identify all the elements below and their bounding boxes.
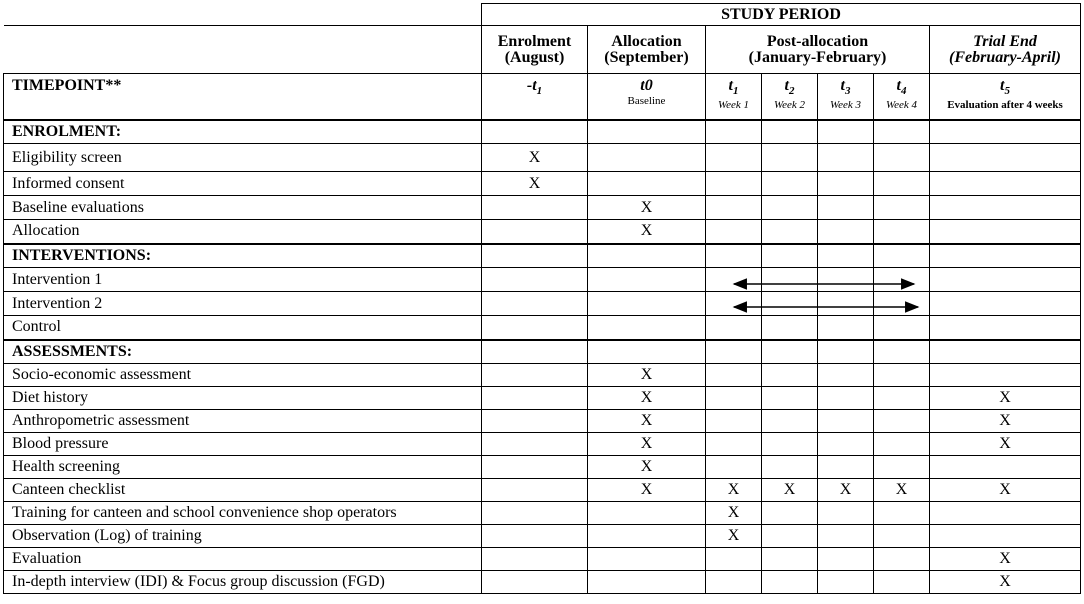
enrolment-phase-title: Enrolment [497, 32, 572, 50]
row-label-bp: Blood pressure [4, 433, 482, 456]
row-label-intervention2: Intervention 2 [4, 292, 482, 316]
row-label-control: Control [4, 316, 482, 340]
timepoint-t0-note: Baseline [627, 95, 666, 107]
row-label-socio: Socio-economic assessment [4, 364, 482, 387]
mark-baseline-eval-allocation: X [588, 196, 706, 220]
row-label-evaluation: Evaluation [4, 548, 482, 571]
timepoint-t0: t0 Baseline [588, 74, 706, 120]
trial-end-phase-month: (February-April) [949, 48, 1061, 66]
mark-anthro-t5: X [930, 410, 1081, 433]
row-label-health: Health screening [4, 456, 482, 479]
mark-canteen-allocation: X [588, 479, 706, 502]
mark-bp-t5: X [930, 433, 1081, 456]
mark-consent-enrolment: X [482, 172, 588, 196]
mark-canteen-t5: X [930, 479, 1081, 502]
timepoint-label: TIMEPOINT** [4, 74, 482, 120]
mark-evaluation-t5: X [930, 548, 1081, 571]
row-label-eligibility: Eligibility screen [4, 144, 482, 172]
mark-training-t1: X [706, 502, 762, 525]
timepoint-t3-note: Week 3 [829, 99, 862, 112]
mark-canteen-t3: X [818, 479, 874, 502]
mark-socio-allocation: X [588, 364, 706, 387]
row-label-canteen: Canteen checklist [4, 479, 482, 502]
allocation-phase-title: Allocation [611, 32, 682, 50]
row-label-diet: Diet history [4, 387, 482, 410]
timepoint-t3: $t_3$ Week 3 [818, 74, 874, 120]
row-label-training: Training for canteen and school convenience shop operators [4, 502, 482, 525]
timepoint-t5: $t_5$ Evaluation after 4 weeks [930, 74, 1081, 120]
enrolment-phase-month: (August) [504, 48, 565, 66]
row-label-idi: In-depth interview (IDI) & Focus group discussion (FGD) [4, 571, 482, 594]
section-enrolment: ENROLMENT: [4, 120, 482, 144]
timepoint-t4: $t_4$ Week 4 [874, 74, 930, 120]
row-label-allocation: Allocation [4, 220, 482, 244]
mark-bp-allocation: X [588, 433, 706, 456]
mark-idi-t5: X [930, 571, 1081, 594]
mark-canteen-t1: X [706, 479, 762, 502]
timepoint-t5-note: Evaluation after 4 weeks [947, 99, 1063, 112]
trial-end-phase-title: Trial End [973, 32, 1037, 50]
mark-anthro-allocation: X [588, 410, 706, 433]
section-assessments: ASSESSMENTS: [4, 340, 482, 364]
section-interventions: INTERVENTIONS: [4, 244, 482, 268]
allocation-phase-month: (September) [604, 48, 689, 66]
row-label-observation: Observation (Log) of training [4, 525, 482, 548]
post-allocation-phase-month: (January-February) [748, 48, 887, 66]
timepoint-t4-note: Week 4 [885, 99, 918, 112]
timepoint-t1: $t_1$ Week 1 [706, 74, 762, 120]
row-label-anthro: Anthropometric assessment [4, 410, 482, 433]
row-label-consent: Informed consent [4, 172, 482, 196]
mark-canteen-t2: X [762, 479, 818, 502]
row-label-intervention1: Intervention 1 [4, 268, 482, 292]
timepoint-t2-note: Week 2 [773, 99, 806, 112]
mark-observation-t1: X [706, 525, 762, 548]
mark-diet-allocation: X [588, 387, 706, 410]
mark-health-allocation: X [588, 456, 706, 479]
timepoint-t-minus-1: $-t_1$ [482, 74, 588, 120]
row-label-baseline-eval: Baseline evaluations [4, 196, 482, 220]
mark-canteen-t4: X [874, 479, 930, 502]
post-allocation-phase-title: Post-allocation [766, 32, 869, 50]
timepoint-t1-note: Week 1 [717, 99, 750, 112]
timepoint-t2: $t_2$ Week 2 [762, 74, 818, 120]
mark-eligibility-enrolment: X [482, 144, 588, 172]
study-period-header: STUDY PERIOD [482, 4, 1081, 26]
mark-allocation-allocation: X [588, 220, 706, 244]
mark-diet-t5: X [930, 387, 1081, 410]
